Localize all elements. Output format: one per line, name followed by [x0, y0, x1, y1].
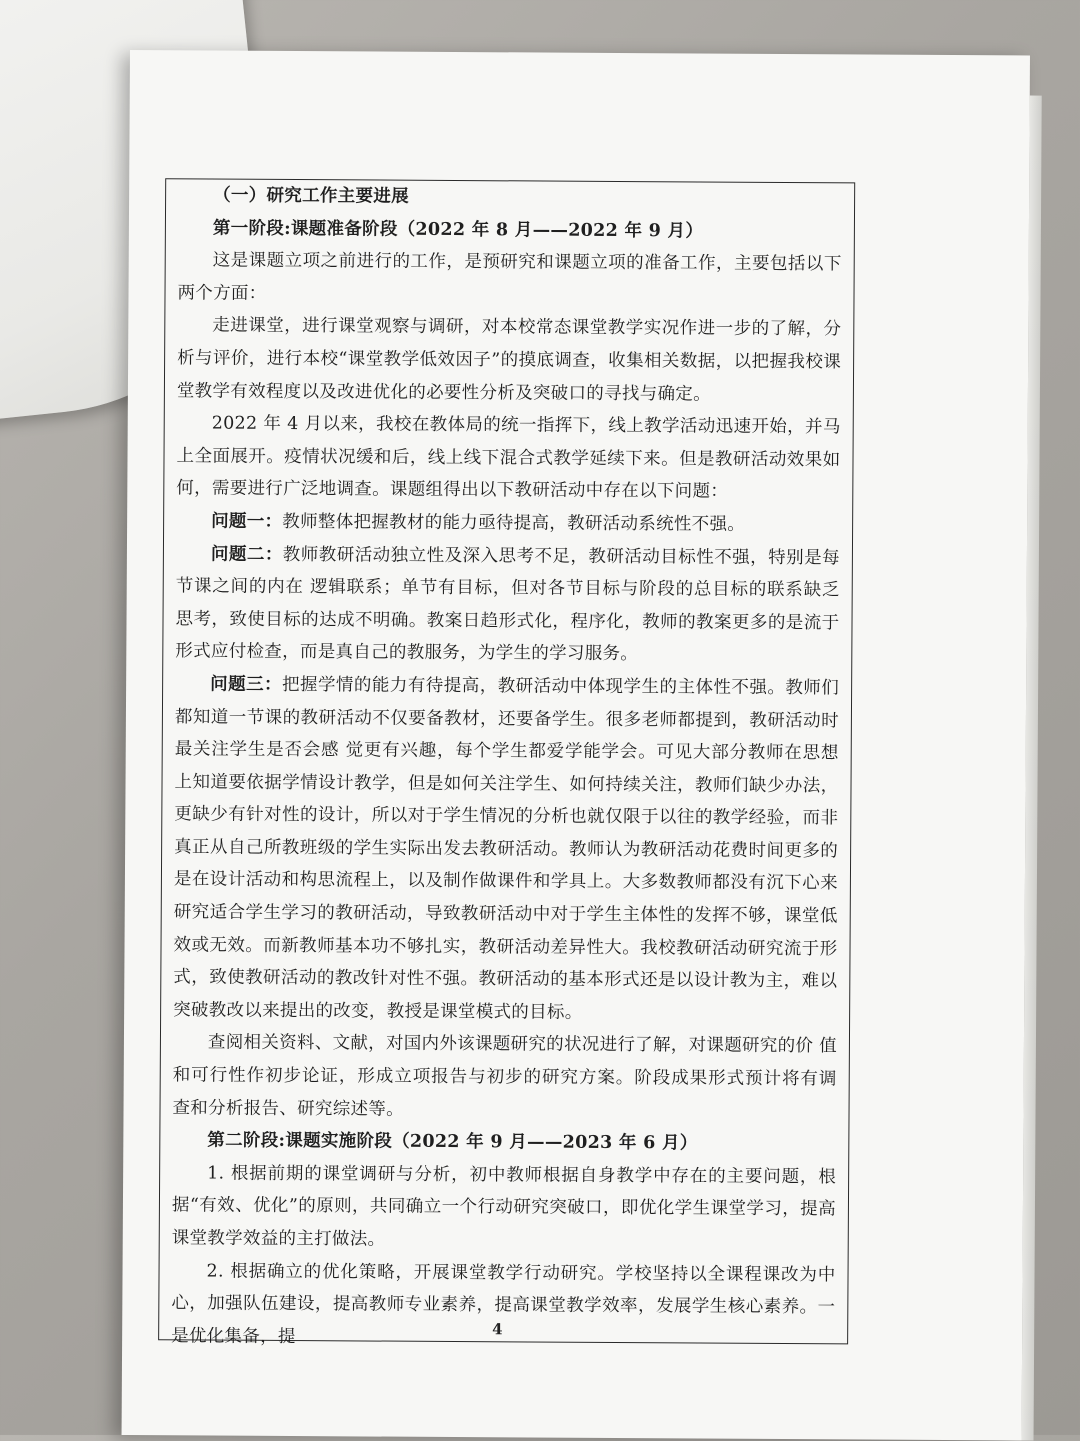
faded-back-text — [0, 0, 115, 131]
problem-three-label: 问题三： — [210, 674, 283, 695]
section-heading: （一）研究工作主要进展 — [213, 185, 409, 207]
problem-one-label: 问题一： — [211, 511, 283, 532]
content-frame — [158, 178, 855, 1347]
page-number: 4 — [492, 1320, 503, 1339]
paragraph: 这是课题立项之前进行的工作，是预研究和课题立项的准备工作，主要包括以下两个方面： — [177, 250, 842, 304]
stage1-heading: 第一阶段:课题准备阶段（2022 年 8 月——2022 年 9 月） — [212, 218, 704, 242]
paragraph: 2. 根据确立的优化策略，开展课堂教学行动研究。学校坚持以全课程课改为中心，加强队伍建设，提高教师专业素养，提高课堂教学效率，发展学生核心素养。一是优化集备，提 — [171, 1261, 836, 1347]
problem-one-text: 教师整体把握教材的能力亟待提高，教研活动系统性不强。 — [282, 511, 746, 535]
paragraph: 2022 年 4 月以来，我校在教体局的统一指挥下，线上教学活动迅速开始，并马上全面展开。疫情状况缓和后，线上线下混合式教学延续下来。但是教研活动效果如何，需要进行广泛地调查。课题组得出以下教研活动中存在以下问题： — [176, 413, 841, 503]
problem-three — [173, 668, 839, 1031]
stage2-heading: 第二阶段:课题实施阶段（2022 年 9 月——2023 年 6 月） — [207, 1130, 698, 1154]
page-edge — [1022, 95, 1042, 1440]
paragraph: 查阅相关资料、文献，对国内外该课题研究的状况进行了解，对课题研究的价 值和可行性作初步论证，形成立项报告与初步的研究方案。阶段成果形式预计将有调 查和分析报告、研究综述等。 — [172, 1032, 837, 1120]
problem-two-label: 问题二： — [210, 544, 283, 565]
document-body — [171, 179, 842, 1356]
paragraph: 1. 根据前期的课堂调研与分析，初中教师根据自身教学中存在的主要问题，根据“有效、优化”的原则，共同确立一个行动研究突破口，即优化学生课堂学习，提高课堂教学效益的主打做法。 — [171, 1163, 837, 1250]
problem-one — [176, 505, 840, 542]
problem-three-text: 把握学情的能力有待提高，教研活动中体现学生的主体性不强。教师们都知道一节课的教研活动不仅要备教材，还要备学生。很多老师都提到，教研活动时最关注学生是否会感 觉更有兴趣，每个学生都爱学能学会。可见大部分教师在思想上知道要依据学情设计教学，但是如何关注学生、如何持续关注，教师们缺少办法，更缺少有针对性的设计，所以对于学生情况的分析也就仅限于以往的教学经验，而非真正从自己所教班级的学生实际出发去教研活动。教师认为教研活动花费时间更多的是在设计活动和构思流程上，以及制作做课件和学具上。大多数教师都没有沉下心来研究适合学生学习的教研活动，导致教研活动中对于学生主体性的发挥不够，课堂低效或无效。而新教师基本功不够扎实，教研活动差异性大。我校教研活动研究流于形式，致使教研活动的教改针对性不强。教研活动的基本形式还是以设计教为主，难以突破教改以来提出的改变，教授是课堂模式的目标。 — [173, 674, 840, 1023]
problem-two — [175, 538, 840, 672]
problem-two-text: 教师教研活动独立性及深入思考不足，教研活动目标性不强，特别是每节课之间的内在 逻辑联系；单节有目标，但对各节目标与阶段的总目标的联系缺乏思考，致使目标的达成不明确。教案日趋形式化，程序化，教师的教案更多的是流于形式应付检查，而是真自己的教服务，为学生的学习服务。 — [175, 544, 840, 665]
document-page — [122, 50, 1030, 1440]
paragraph: 走进课堂，进行课堂观察与调研，对本校常态课堂教学实况作进一步的了解，分析与评价，进行本校“课堂教学低效因子”的摸底调查，收集相关数据，以把握我校课堂教学有效程度以及改进优化的必要性分析及突破口的寻找与确定。 — [176, 315, 842, 405]
